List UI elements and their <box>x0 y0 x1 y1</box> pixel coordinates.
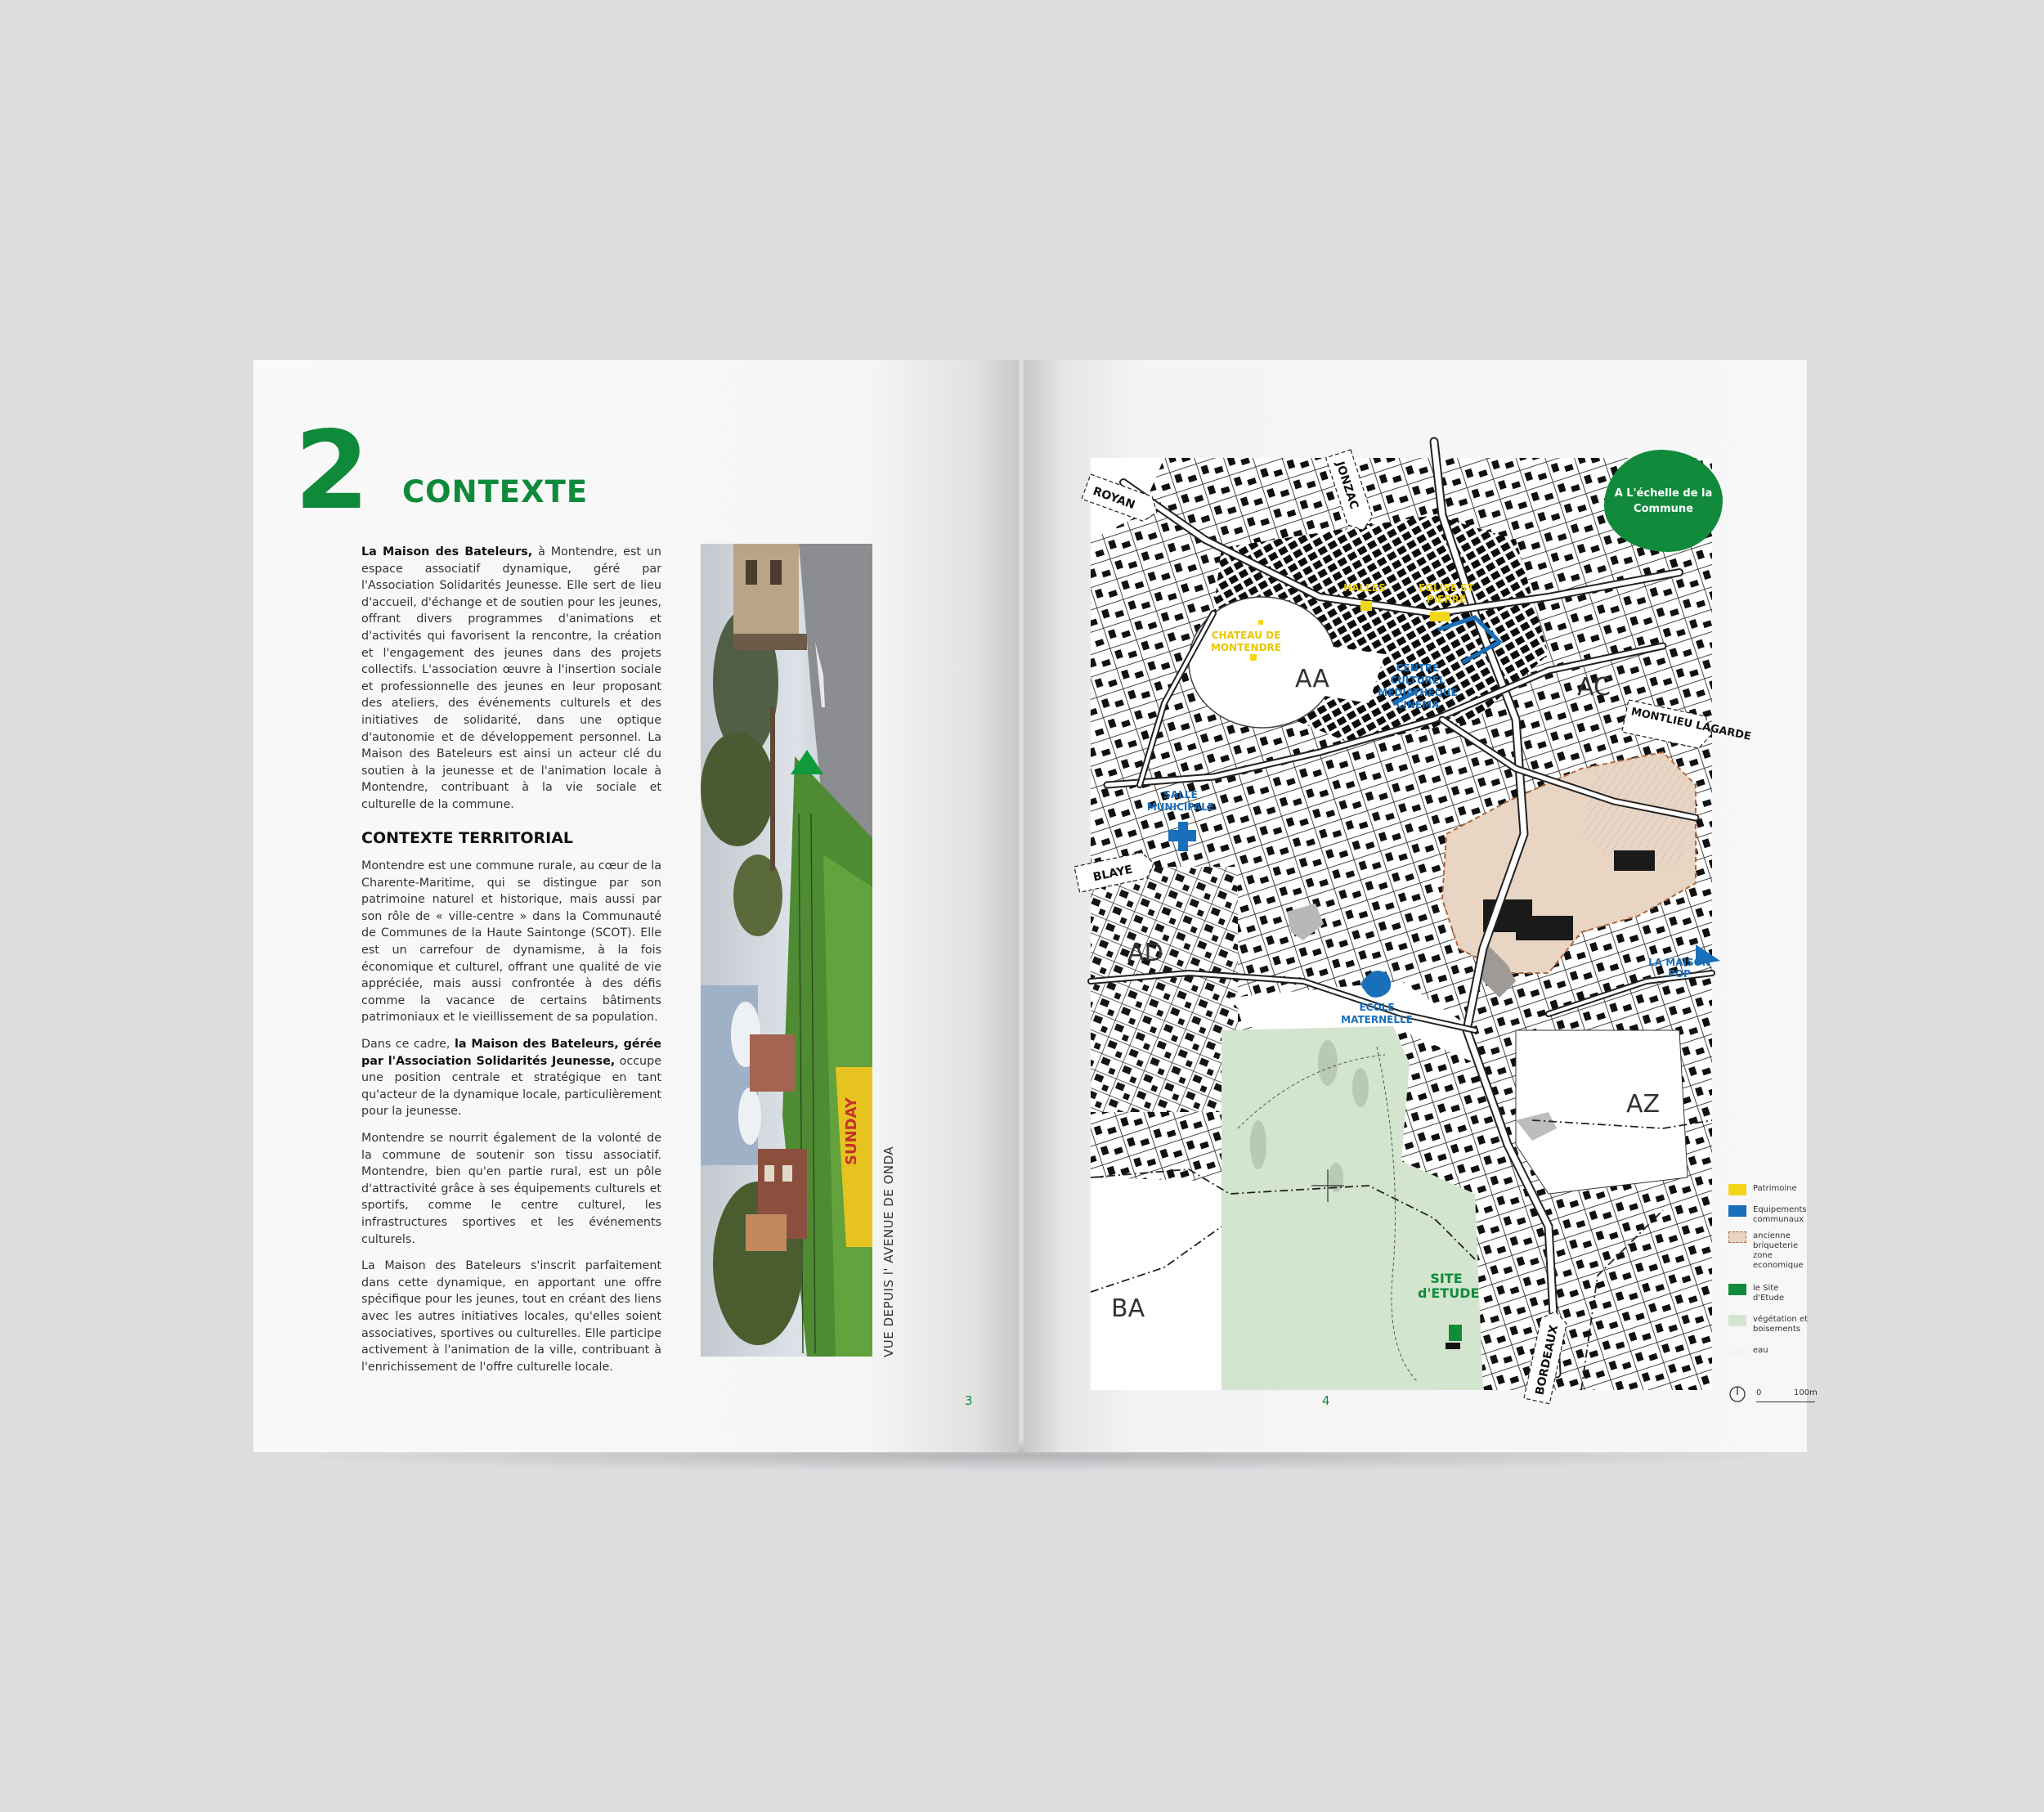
label-maison-pop: LA MAISON POP <box>1648 957 1710 980</box>
street-photo <box>701 544 872 1357</box>
legend-item <box>1728 1205 1810 1225</box>
label-centre-culturel: CENTRE CULTUREL MEDIATHEQUE CINEMA <box>1378 662 1458 711</box>
road-royan: ROYAN <box>1091 484 1137 513</box>
legend-label: le Site d'Etude <box>1753 1284 1785 1303</box>
legend-item <box>1728 1284 1810 1303</box>
legend-swatch <box>1728 1346 1746 1357</box>
section-ad: AD <box>1127 939 1163 967</box>
town-map <box>1091 409 1752 1406</box>
cadre-end: occupe une position centrale et stratégique en tant qu'acteur de la dynamique locale, particulièrement pour la jeunesse. <box>361 1054 661 1119</box>
legend-item <box>1728 1231 1810 1271</box>
chapter-title: CONTEXTE <box>402 474 589 509</box>
label-ecole: ECOLE MATERNELLE <box>1341 1002 1413 1025</box>
sign-text: SUNDAY <box>843 1097 860 1165</box>
photo-caption: VUE DEPUIS l' AVENUE DE ONDA <box>881 1146 896 1357</box>
road-blaye: BLAYE <box>1091 863 1134 885</box>
label-halles: HALLES <box>1343 582 1386 594</box>
page-number-right: 4 <box>1322 1393 1330 1408</box>
section-ac: AC <box>1577 673 1611 702</box>
legend-item <box>1728 1315 1810 1334</box>
right-page <box>1024 360 1818 1452</box>
road-jonzac: JONZAC <box>1333 460 1361 511</box>
scale-start: 0 <box>1756 1388 1762 1397</box>
scale-badge <box>1604 450 1723 552</box>
legend-swatch <box>1728 1231 1746 1243</box>
chapter-number: 2 <box>294 408 370 534</box>
cadre-paragraph <box>361 1036 661 1120</box>
legend-swatch <box>1728 1184 1746 1195</box>
intro-text: à Montendre, est un espace associatif dynamique, géré par l'Association Solidarités Jeunesse. Elle sert de lieu d'accueil, d'échange et de soutien pour les jeunes, offrant divers programmes d'animations et d'activités qui favorisent la rencontre, la création et l'engagement des jeunes dans des projets collectifs. L'association œuvre à l'insertion sociale et professionnelle des jeunes en leur proposant des ateliers, des événements culturels et des initiatives de solidarité, dans une optique d'autonomie et de développement personnel. La Maison des Bateleurs est ainsi un acteur clé du soutien à la jeunesse et de l'animation locale à Montendre, contribuant à la vie sociale et culturelle de la commune. <box>361 545 661 811</box>
label-eglise: EGLISE ST PIERRE <box>1418 582 1474 605</box>
intro-bold: La Maison des Bateleurs, <box>361 545 533 558</box>
legend-label: végétation et boisements <box>1753 1315 1809 1334</box>
section-aa: AA <box>1295 665 1329 693</box>
legend-label: Patrimoine <box>1753 1184 1797 1193</box>
legend-item <box>1728 1184 1810 1194</box>
badge-text: A L'échelle de la Commune <box>1614 487 1713 515</box>
legend-label: Equipements communaux <box>1753 1205 1807 1224</box>
page-number-left: 3 <box>965 1393 973 1408</box>
subheading: CONTEXTE TERRITORIAL <box>361 828 574 847</box>
brochure-spread <box>253 360 1818 1452</box>
legend-label: ancienne briqueterie zone economique <box>1753 1231 1804 1270</box>
road-bordeaux: BORDEAUX <box>1533 1324 1562 1397</box>
section-ba: BA <box>1111 1294 1145 1323</box>
legend-item <box>1728 1346 1810 1356</box>
road-montlieu: MONTLIEU LAGARDE <box>1629 706 1752 743</box>
cadre-bold: la Maison des Bateleurs, gérée par l'Association Solidarités Jeunesse, <box>361 1038 662 1068</box>
territorial-paragraph: Montendre est une commune rurale, au cœur de la Charente-Maritime, qui se distingue par son patrimoine naturel et historique, mais aussi par son rôle de « ville-centre » dans la Communauté de Communes de la Haute Saintonge (SCOT). Elle est un carrefour de dynamisme, à la fois économique et culturel, offrant une qualité de vie appréciée, mais aussi confrontée à des défis comme la vacance de certains bâtiments patrimoniaux et le vieillissement de sa population. <box>361 859 661 1025</box>
scale-bar <box>1728 1385 1818 1410</box>
scale-end: 100m <box>1794 1388 1818 1397</box>
volonte-paragraph: Montendre se nourrit également de la volonté de la commune de soutenir son tissu associatif. Montendre, bien qu'en partie rural, est un pôle d'attractivité grâce à ses équipements culturels et sportifs, comme le centre culturel, les infrastructures sportives et les événements culturels. <box>361 1132 661 1246</box>
legend-swatch <box>1728 1315 1746 1326</box>
text-column <box>361 544 661 1385</box>
cadre-start: Dans ce cadre, <box>361 1038 455 1052</box>
section-az: AZ <box>1626 1090 1661 1119</box>
intro-paragraph <box>361 544 661 814</box>
legend-label: eau <box>1753 1346 1768 1355</box>
label-salle-municipale: SALLE MUNICIPALE <box>1146 789 1215 813</box>
north-icon <box>1728 1385 1746 1403</box>
final-paragraph: La Maison des Bateleurs s'inscrit parfaitement dans cette dynamique, en apportant une offre spécifique pour les jeunes, tout en créant des liens avec les autres initiatives locales, qu'elles soient associatives, sportives ou culturelles. Elle participe activement à l'animation de la ville, contribuant à l'enrichissement de l'offre culturelle locale. <box>361 1259 661 1374</box>
label-site-etude: SITE d'ETUDE <box>1418 1271 1480 1301</box>
label-chateau: CHATEAU DE MONTENDRE <box>1210 630 1281 653</box>
map-legend <box>1728 1184 1810 1362</box>
legend-swatch <box>1728 1205 1746 1217</box>
legend-swatch <box>1728 1284 1746 1295</box>
left-page <box>253 360 1019 1452</box>
